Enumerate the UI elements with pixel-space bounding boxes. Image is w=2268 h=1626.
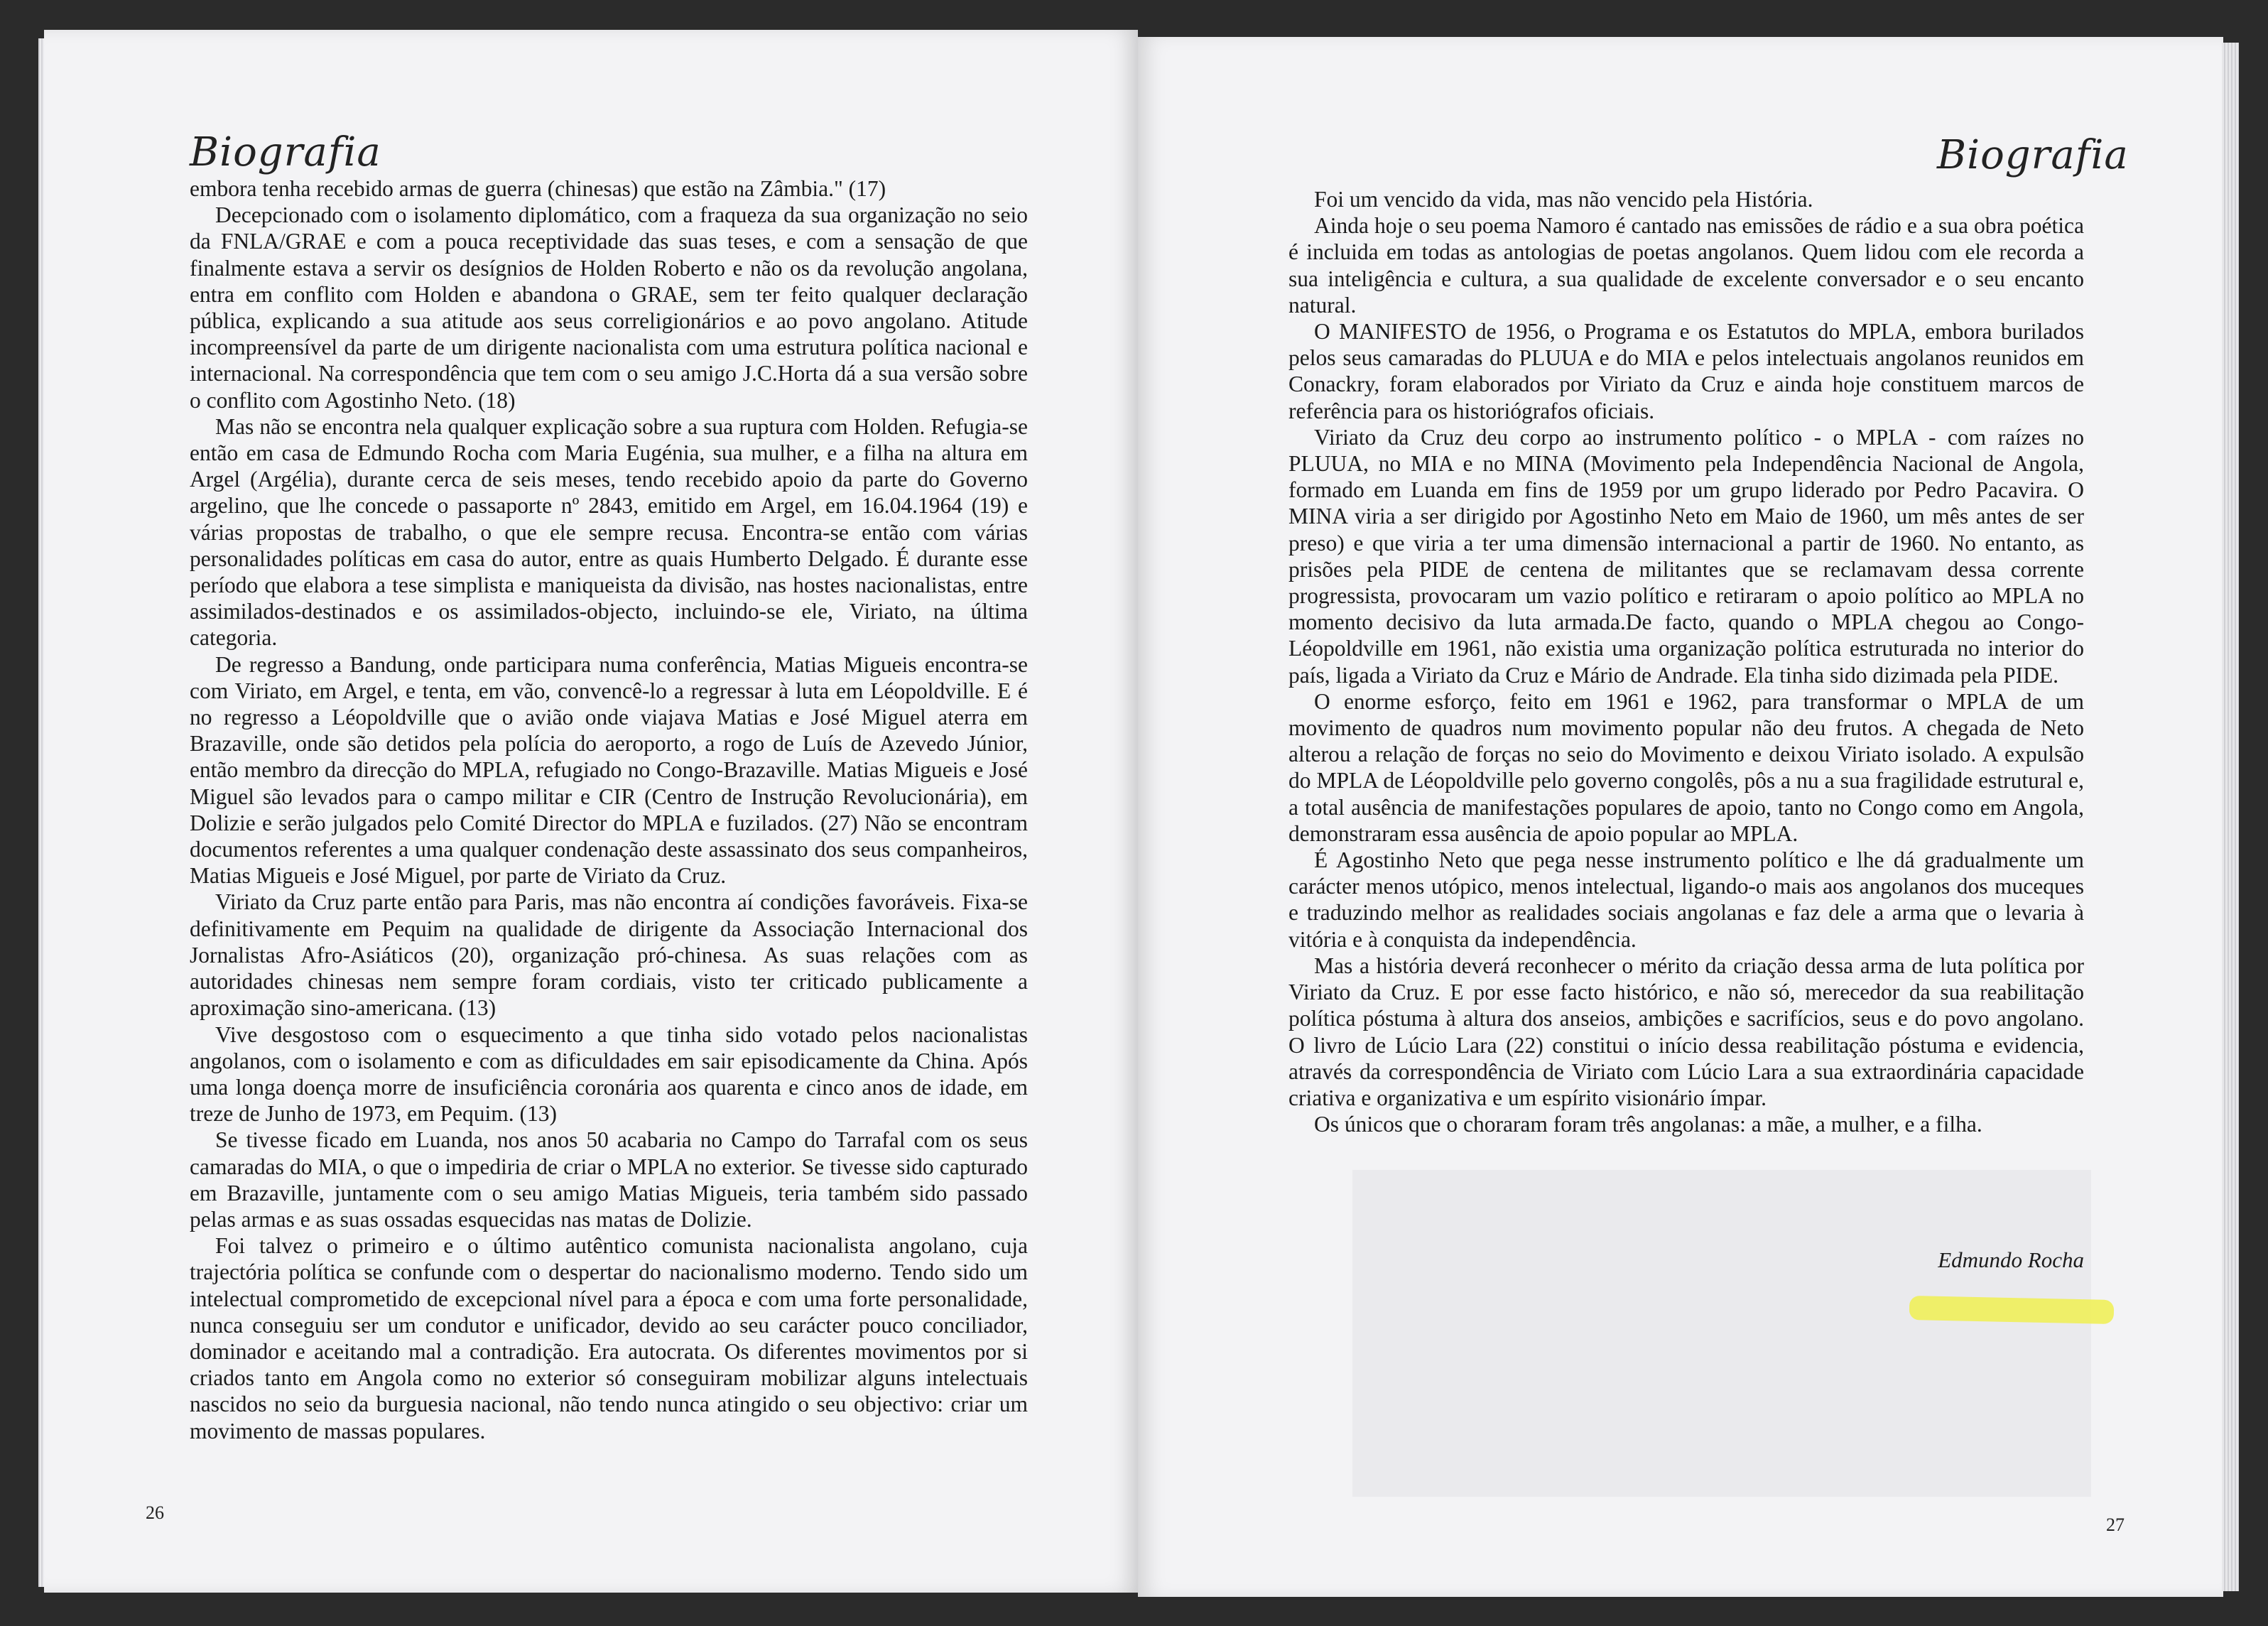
page-number: 27 bbox=[2106, 1514, 2125, 1535]
paragraph: Os únicos que o choraram foram três angolanas: a mãe, a mulher, e a filha. bbox=[1314, 1112, 1982, 1137]
paragraph: Foi um vencido da vida, mas não vencido pela História. bbox=[1314, 187, 1813, 212]
paragraph: É Agostinho Neto que pega nesse instrumento político e lhe dá gradualmente um carácter menos utópico, menos intelectual, ligando-o mais aos angolanos dos muceques e traduzindo melhor as realidades sociais angolanas e faz dele a arma que o levaria à vitória e à conquista da independência. bbox=[1288, 847, 2084, 952]
page-number: 26 bbox=[146, 1502, 164, 1523]
paragraph: Viriato da Cruz deu corpo ao instrumento político - o MPLA - com raízes no PLUUA, no MIA e no MINA (Movimento pela Independência Nacional de Angola, formado em Luanda em fins de 1959 por um grupo liderado por Pedro Pacavira. O MINA viria a ser dirigido por Agostinho Neto em Maio de 1960, um mês antes de ser preso) e que viria a ter uma dimensão internacional a partir de 1960. No entanto, as prisões pela PIDE de centena de militantes que se reclamavam dessa corrente progressista, provocaram um vazio político e retiraram o apoio político ao MPLA no momento decisivo da luta armada.De facto, quando o MPLA chegou ao Congo-Léopoldville em 1961, não existia uma organização política estruturada no interior do país, ligada a Viriato da Cruz e Mário de Andrade. Ela tinha sido dizimada pela PIDE. bbox=[1288, 424, 2084, 688]
paragraph: Ainda hoje o seu poema Namoro é cantado nas emissões de rádio e a sua obra poética é incluida em todas as antologias de poetas angolanos. Quem lidou com ele recorda a sua inteligência e cultura, a sua qualidade de excelente conversador e o seu encanto natural. bbox=[1288, 213, 2084, 318]
paragraph: Vive desgostoso com o esquecimento a que tinha sido votado pelos nacionalistas angolanos, com o isolamento e com as dificuldades em sair episodicamente da China. Após uma longa doença morre de insuficiência coronária aos quarenta e cinco anos de idade, em treze de Junho de 1973, em Pequim. (13) bbox=[190, 1021, 1028, 1127]
author-signature: Edmundo Rocha bbox=[1938, 1247, 2084, 1272]
paragraph: embora tenha recebido armas de guerra (chinesas) que estão na Zâmbia." (17) bbox=[190, 176, 886, 201]
right-page-body bbox=[1288, 186, 2084, 1137]
paragraph: Se tivesse ficado em Luanda, nos anos 50 acabaria no Campo do Tarrafal com os seus camaradas do MIA, o que o impediria de criar o MPLA no exterior. Se tivesse sido capturado em Brazaville, juntamente com o seu amigo Matias Migueis, teria também sido passado pelas armas e as suas ossadas esquecidas nas matas de Dolizie. bbox=[190, 1127, 1028, 1232]
paragraph: Viriato da Cruz parte então para Paris, mas não encontra aí condições favoráveis. Fixa-se definitivamente em Pequim na qualidade de dirigente da Associação Internacional dos Jornalistas Afro-Asiáticos (20), organização pró-chinesa. As suas relações com as autoridades chinesas nem sempre foram cordiais, visto ter criticado publicamente a aproximação sino-americana. (13) bbox=[190, 889, 1028, 1021]
running-header: Biografia bbox=[1937, 132, 2129, 178]
paragraph: Foi talvez o primeiro e o último autêntico comunista nacionalista angolano, cuja trajectória política se confunde com o despertar do nacionalismo moderno. Tendo sido um intelectual comprometido de excepcional nível para a época e com uma forte personalidade, nunca conseguiu ser um condutor e unificador, devido ao seu carácter pouco conciliador, dominador e aceitando mal a contradição. Era autocrata. Os diferentes movimentos por si criados tanto em Angola como no exterior só conseguiram mobilizar alguns intelectuais nascidos no seio da burguesia nacional, não tendo nunca atingido o seu objectivo: criar um movimento de massas populares. bbox=[190, 1233, 1028, 1443]
highlighter-mark bbox=[1909, 1296, 2115, 1324]
left-page bbox=[44, 30, 1138, 1593]
right-page-edges bbox=[2222, 43, 2239, 1591]
paragraph: De regresso a Bandung, onde participara numa conferência, Matias Migueis encontra-se com Viriato, em Argel, e tenta, em vão, convencê-lo a regressar à luta em Léopoldville. E é no regresso a Léopoldville que o avião onde viajava Matias e José Miguel aterra em Brazaville, onde são detidos pela polícia do aeroporto, a rogo de Luís de Azevedo Júnior, então membro da direcção do MPLA, refugiado no Congo-Brazaville. Matias Migueis e José Miguel são levados para o campo militar e CIR (Centro de Instrução Revolucionária), em Dolizie e serão julgados pelo Comité Director do MPLA e fuzilados. (27) Não se encontram documentos referentes a uma qualquer condenação deste assassinato dos seus companheiros, Matias Migueis e José Miguel, por parte de Viriato da Cruz. bbox=[190, 651, 1028, 889]
paragraph: Mas a história deverá reconhecer o mérito da criação dessa arma de luta política por Viriato da Cruz. E por esse facto histórico, e não só, merecedor da sua reabilitação política póstuma à altura dos anseios, ambições e sacrifícios, seus e do povo angolano. O livro de Lúcio Lara (22) constitui o início dessa reabilitação póstuma e evidencia, através da correspondência de Viriato com Lúcio Lara a sua extraordinária capacidade criativa e organizativa e um espírito visionário ímpar. bbox=[1288, 953, 2084, 1110]
show-through-shadow bbox=[1352, 1170, 2091, 1497]
running-header: Biografia bbox=[190, 129, 381, 175]
right-page bbox=[1138, 37, 2223, 1597]
paragraph: O enorme esforço, feito em 1961 e 1962, para transformar o MPLA de um movimento de quadros num movimento popular não deu frutos. A chegada de Neto alterou a relação de forças no seio do Movimento e deixou Viriato isolado. A expulsão do MPLA de Léopoldville pelo governo congolês, pôs a nu a sua fragilidade estrutural e, a total ausência de manifestações populares de apoio, tanto no Congo como em Angola, demonstraram essa ausência de apoio popular ao MPLA. bbox=[1288, 688, 2084, 846]
paragraph: O MANIFESTO de 1956, o Programa e os Estatutos do MPLA, embora burilados pelos seus camaradas do PLUUA e do MIA e pelos intelectuais angolanos reunidos em Conackry, foram elaborados por Viriato da Cruz e ainda hoje constituem marcos de referência para os historiógrafos oficiais. bbox=[1288, 319, 2084, 423]
left-page-body bbox=[190, 175, 1028, 1444]
paragraph: Decepcionado com o isolamento diplomático, com a fraqueza da sua organização no seio da FNLA/GRAE e com a pouca receptividade das suas teses, e com a sensação de que finalmente estava a servir os desígnios de Holden Roberto e não os da revolução angolana, entra em conflito com Holden e abandona o GRAE, sem ter feito qualquer declaração pública, explicando a sua atitude aos seus correligionários e ao povo angolano. Atitude incompreensível da parte de um dirigente nacionalista com uma estrutura política nacional e internacional. Na correspondência que tem com o seu amigo J.C.Horta dá a sua versão sobre o conflito com Agostinho Neto. (18) bbox=[190, 202, 1028, 413]
paragraph: Mas não se encontra nela qualquer explicação sobre a sua ruptura com Holden. Refugia-se então em casa de Edmundo Rocha com Maria Eugénia, sua mulher, e a filha na altura em Argel (Argélia), durante cerca de seis meses, tendo recebido apoio da parte do Governo argelino, que lhe concede o passaporte nº 2843, emitido em Argel, em 16.04.1964 (19) e várias propostas de trabalho, o que ele sempre recusa. Encontra-se então com várias personalidades políticas em casa do autor, entre as quais Humberto Delgado. É durante esse período que elabora a tese simplista e maniqueista da divisão, nas hostes nacionalistas, entre assimilados-destinados e os assimilados-objecto, incluindo-se ele, Viriato, na última categoria. bbox=[190, 413, 1028, 651]
